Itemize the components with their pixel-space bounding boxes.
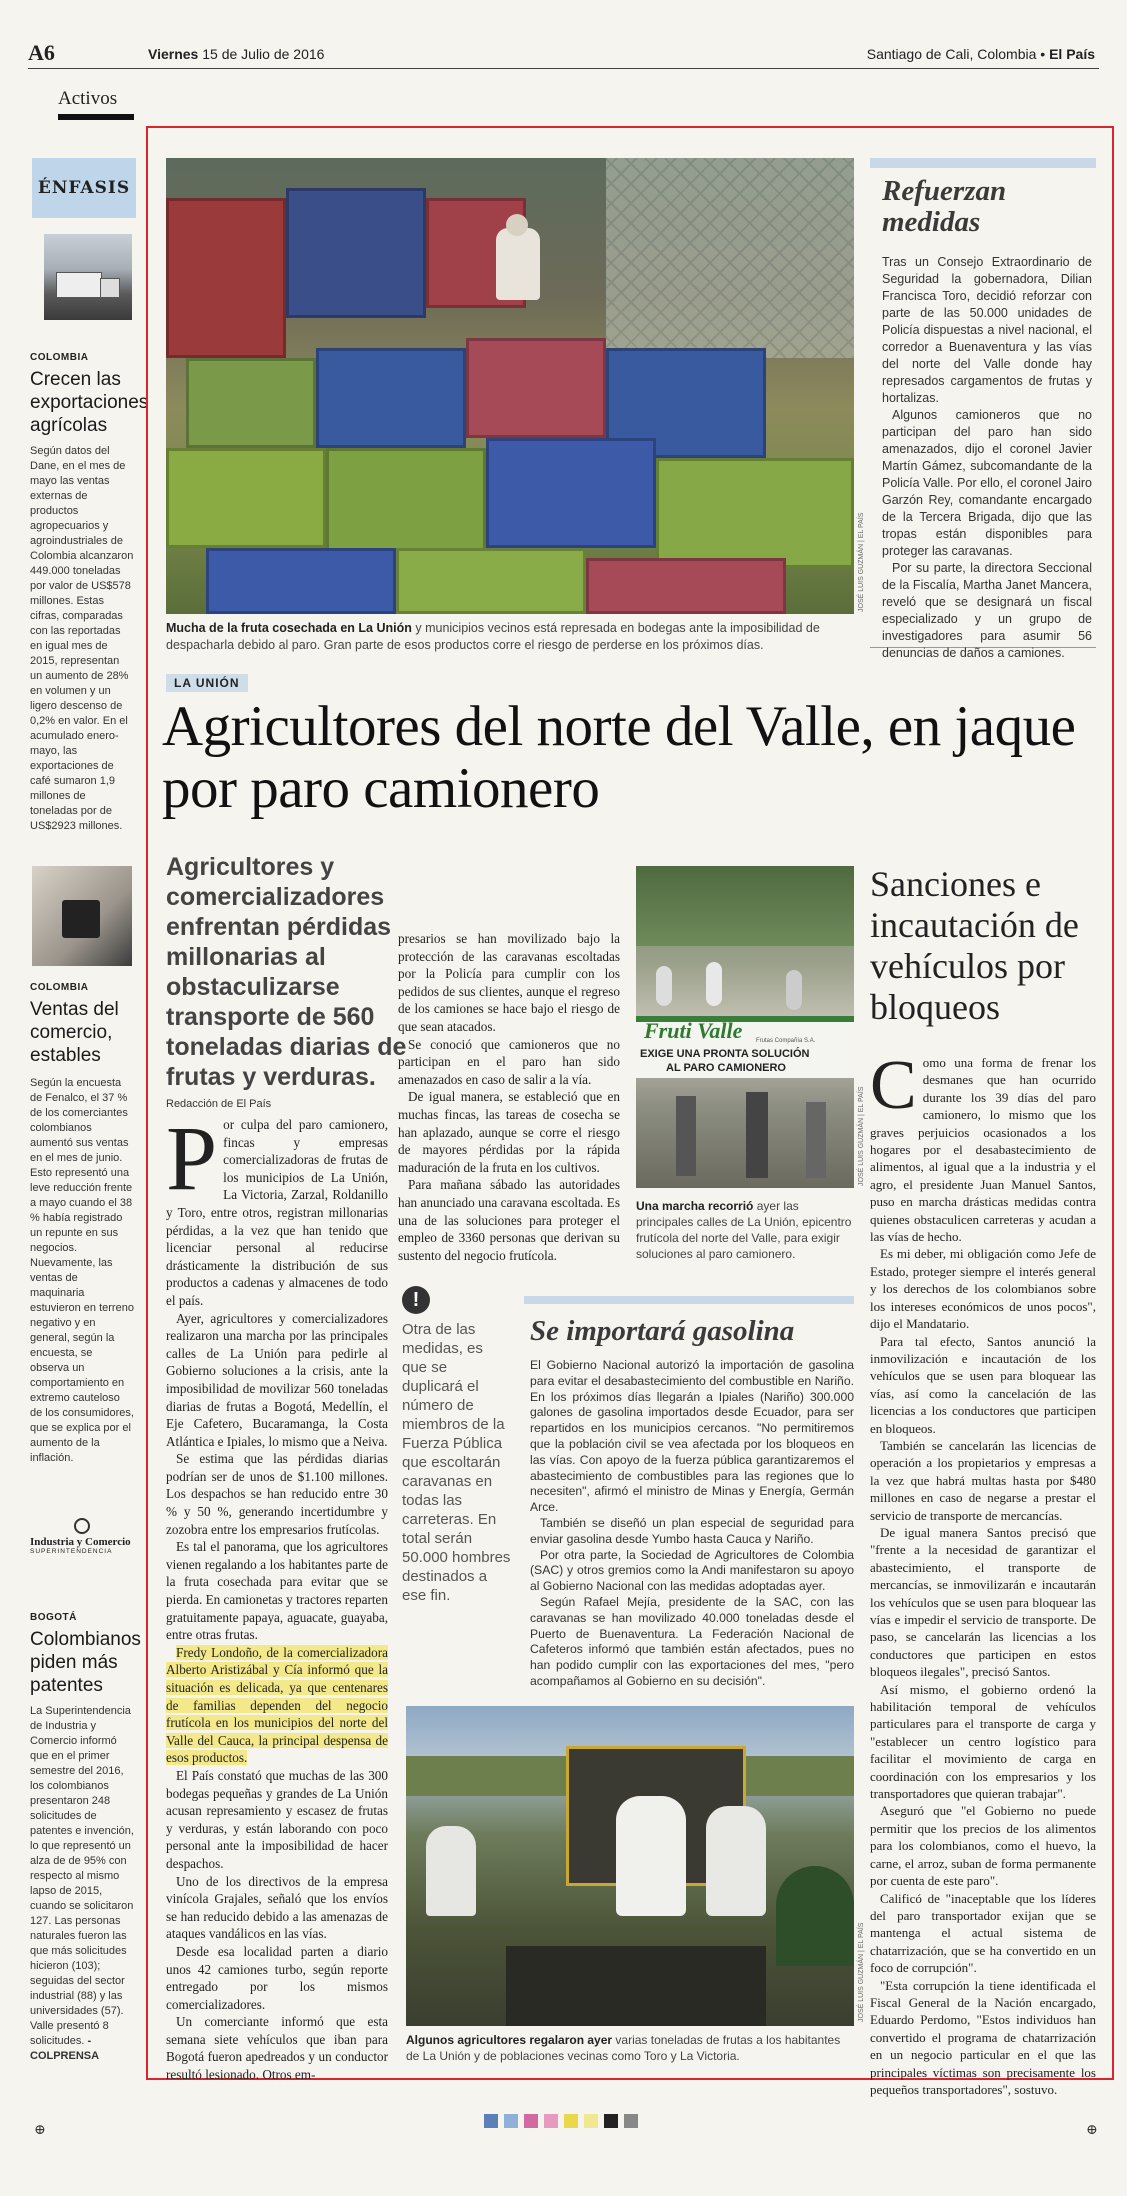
sanciones-column xyxy=(870,1047,1096,2098)
sidebar-body-1: Según datos del Dane, en el mes de mayo las ventas externas de productos agropecuarios y agroindustriales de Colombia alcanzaron 449.000 toneladas por valor de US$578 millones. Estas cifras, comparadas con las reportadas en igual mes de 2015, representan un aumento de 28% en volumen y un ligero descenso de 0,2% en valor. En el acumulado enero-mayo, las exportaciones de café sumaron 1,9 millones de toneladas por de US$2923 millones. xyxy=(30,445,134,832)
sanciones-p3: Para tal efecto, Santos anunció la inmovilización e incautación de los vehículos que se usen para bloquear las vías, así como la cancelación de las licencias a los conductores que participen en bloqueos. xyxy=(870,1333,1096,1436)
banner-text-2: AL PARO CAMIONERO xyxy=(666,1062,786,1074)
sic-logo-line1: Industria y Comercio xyxy=(30,1536,131,1548)
photo-top-caption xyxy=(166,620,854,654)
photo-farm-caption xyxy=(406,2032,854,2064)
col1-p3: Se estima que las pérdidas diarias podrían ser de unos de $1.100 millones. Los despachos se han reducido entre 30 % y 50 %, generando incertidumbre y zozobra entre los empresarios frutícolas. xyxy=(166,1451,388,1537)
sidebar-tag-1: COLOMBIA xyxy=(30,352,89,363)
photo-fruit-crates xyxy=(166,158,854,614)
sic-logo xyxy=(30,1518,140,1555)
byline: Redacción de El País xyxy=(166,1098,272,1110)
sidebar-photo-card xyxy=(32,866,132,966)
article-column-1 xyxy=(166,1107,388,2084)
sidebar-photo-truck xyxy=(44,234,132,320)
march-banner xyxy=(636,1016,854,1078)
col1-p6: El País constató que muchas de las 300 bodegas pequeñas y grandes de La Unión acusan represamiento y escasez de frutas y verduras, y están laborando con poco personal ante la imposibilidad de hacer despachos. xyxy=(166,1767,388,1871)
sanciones-p6: Así mismo, el gobierno ordenó la habilitación temporal de vehículos particulares para el transporte de carga y "establecer un centro logístico para facilitar el movimiento de carga en coordinación con los empresarios y los transportadores que quieran trabajar". xyxy=(870,1681,1096,1802)
sanciones-p8: Calificó de "inaceptable que los líderes del paro transportador exijan que se mantenga el actual sistema de chatarrización, que se ha convertido en un foco de corrupción". xyxy=(870,1890,1096,1976)
color-swatch xyxy=(544,2114,558,2128)
photo-march-caption xyxy=(636,1198,854,1262)
photo-farm-caption-text: varias toneladas de frutas a los habitantes de La Unión y de poblaciones vecinas como Toro y La Victoria. xyxy=(406,2033,841,2063)
col1-p5 xyxy=(166,1644,388,1767)
col1-p1: or culpa del paro camionero, fincas y empresas comercializadoras de frutas de los municipios de La Unión, La Victoria, Zarzal, Roldanillo y Toro, entre otros, registran millonarias pérdidas, a la vez que han tenido que licenciar personal al reducirse drásticamente la distribución de sus productos a cadenas y almacenes de todo el país. xyxy=(166,1117,388,1308)
refuerzan-title: Refuerzan medidas xyxy=(882,175,1007,238)
sanciones-title: Sanciones e incautación de vehículos por bloqueos xyxy=(870,864,1079,1027)
sidebar-body-3 xyxy=(30,1704,134,2064)
sanciones-p5: De igual manera Santos precisó que "frente a la necesidad de garantizar el abastecimiento, el transporte de mercancías, se inmovilizarán e incautarán los vehículos que se usen para bloquear las vías e impedir el servicio de transporte. De paso, se cancelarán las licencias a los conductores que participen en estos bloqueos ilegales", precisó Santos. xyxy=(870,1524,1096,1680)
photo-farmers xyxy=(406,1706,854,2026)
color-swatch xyxy=(584,2114,598,2128)
sidebar-tag-3: BOGOTÁ xyxy=(30,1612,77,1623)
sidebar-body-3-text: La Superintendencia de Industria y Comercio informó que en el primer semestre del 2016, los colombianos presentaron 248 solicitudes de patentes e invención, lo que representó un alza de de 95% con respecto al mismo lapso de 2015, cuando se solicitaron 127. Las personas naturales fueron las que más solicitudes hicieron (103); seguidas del sector industrial (88) y las universidades (57). Valle presentó 8 solicitudes. xyxy=(30,1705,134,2047)
sanciones-dropcap: C xyxy=(870,1047,917,1124)
sidebar-tag-2: COLOMBIA xyxy=(30,982,89,993)
col1-p4: Es tal el panorama, que los agricultores vienen regalando a los habitantes parte de la fruta cosechada para evitar que se pierda. En camionetas y tractores reparten gratuitamente papaya, aguacate, guayaba, entre otras frutas. xyxy=(166,1539,388,1643)
col1-highlight: Fredy Londoño, de la comercializadora Alberto Aristizábal y Cía informó que la situación es delicada, ya que centenares de familias dependen del negocio frutícola en los municipios del norte del Valle del Cauca, la principal despensa de esos productos. xyxy=(166,1644,388,1766)
sanciones-p7: Aseguró que "el Gobierno no puede permitir que los precios de los alimentos para los colombianos, como el huevo, la carne, el arroz, suban de forma permanente por cuenta de este paro". xyxy=(870,1803,1096,1889)
photo-march xyxy=(636,866,854,1188)
col2-p4: Para mañana sábado las autoridades han anunciado una caravana escoltada. Es una de las soluciones para proteger el empleo de 3360 personas que derivan su sustento del negocio frutícola. xyxy=(398,1177,620,1263)
gasolina-body xyxy=(524,1358,854,1690)
article-column-2 xyxy=(398,930,620,1264)
sidebar-credit: -COLPRENSA xyxy=(30,2035,100,2062)
photo-farm-caption-bold: Algunos agricultores regalaron ayer xyxy=(406,2033,613,2047)
col1-p9: Un comerciante informó que esta semana siete vehículos que iban para Bogotá fueron apedreados y un conductor resultó lesionado. Otros em- xyxy=(166,2014,388,2083)
header-city: Santiago de Cali, Colombia xyxy=(866,46,1037,62)
gasolina-p3: Por otra parte, la Sociedad de Agricultores de Colombia (SAC) y otros gremios como la Andi manifestaron su apoyo al Gobierno Nacional con las medidas adoptadas ayer. xyxy=(530,1547,854,1594)
sidebar-title-3: Colombianos piden más patentes xyxy=(30,1629,141,1696)
color-swatch xyxy=(624,2114,638,2128)
sanciones-p4: También se cancelarán las licencias de operación a los propietarios y empresas a la vez que habrá multas hasta por $480 millones en caso de negarse a prestar el servicio de transporte de mercancías. xyxy=(870,1437,1096,1523)
photo-farm-credit: JOSÉ LUIS GUZMÁN | EL PAÍS xyxy=(858,1922,865,2022)
gasolina-p4: Según Rafael Mejía, presidente de la SAC, con las caravanas se han movilizado 40.000 toneladas desde el Puerto de Buenaventura. La Federación Nacional de Cafeteros informó que también están afectados, pues no han podido cumplir con las exportaciones del mes, "pero acompañamos al Gobierno en su decisión". xyxy=(530,1594,854,1688)
header-divider xyxy=(28,68,1099,69)
col2-p3: De igual manera, se estableció que en muchas fincas, las tareas de cosecha se han aplazado, aunque se corre el riesgo de mayores pérdidas por la rápida maduración de la fruta en los cultivos. xyxy=(398,1089,620,1175)
header-date-text: 15 de Julio de 2016 xyxy=(202,46,325,62)
header-date xyxy=(148,46,324,62)
refuerzan-box xyxy=(870,158,1096,660)
col1-p7: Uno de los directivos de la empresa vinícola Grajales, señaló que los envíos se han reducido debido a las amenazas de ataques vandálicos en las vías. xyxy=(166,1873,388,1942)
color-swatch xyxy=(484,2114,498,2128)
col2-p1: presarios se han movilizado bajo la protección de las caravanas escoltadas por la Policía para cumplir con los pedidos de sus clientes, aunque el regreso de los camiones se hace bajo el riesgo de que sean atacados. xyxy=(398,931,620,1034)
banner-sub: Frutas Compañía S.A. xyxy=(756,1038,816,1044)
section-tag: Activos xyxy=(58,88,118,109)
headline: Agricultores del norte del Valle, en jaque por paro camionero xyxy=(162,695,1076,820)
col1-p8: Desde esa localidad parten a diario unos 42 camiones turbo, según reporte entregado por los mismos comercializadores. xyxy=(166,1943,388,2012)
gasolina-box xyxy=(524,1296,854,1690)
color-swatch xyxy=(504,2114,518,2128)
color-swatch xyxy=(564,2114,578,2128)
refuerzan-p1: Tras un Consejo Extraordinario de Seguridad la gobernadora, Dilian Francisca Toro, decidió reforzar con parte de las 50.000 unidades de Policía dispuestas a nivel nacional, el corredor a Buenaventura y las vías del norte del Valle donde hay represados cargamentos de frutas y hortalizas. xyxy=(882,255,1092,405)
photo-top-caption-text: y municipios vecinos está represada en bodegas ante la imposibilidad de despacharla debido al paro. Gran parte de esos productos corre el riesgo de perderse en los próximos días. xyxy=(166,621,820,652)
deck: Agricultores y comercializadores enfrentan pérdidas millonarias al obstaculizarse transporte de 560 toneladas diarias de frutas y verduras. xyxy=(166,853,407,1091)
page-number: A6 xyxy=(28,40,55,65)
kicker: LA UNIÓN xyxy=(166,674,248,692)
registration-mark-right: ⊕ xyxy=(1086,2122,1098,2138)
gasolina-title: Se importará gasolina xyxy=(530,1315,795,1347)
col2-p2: Se conoció que camioneros que no participan en el paro han sido amenazados en caso de salir a la vía. xyxy=(398,1036,620,1087)
pull-quote: Otra de las medidas, es que se duplicará el número de miembros de la Fuerza Pública que escoltarán caravanas en todas las carreteras. En total serán 50.000 hombres destinados a ese fin. xyxy=(402,1321,511,1604)
sidebar-title-2: Ventas del comercio, estables xyxy=(30,999,119,1066)
refuerzan-body xyxy=(870,254,1096,662)
sanciones-p1: omo una forma de frenar los desmanes que han ocurrido durante los 39 días del paro camionero, lo mismo que los graves perjuicios ocasionados a los hogares por el desabastecimiento de alimentos, al igual que a la industria y el agro, el presidente Juan Manuel Santos, puso en marcha drásticas medidas contra quienes obstaculicen carreteras y acudan a las vías de hecho. xyxy=(870,1055,1096,1245)
sanciones-p9: "Esta corrupción la tiene identificada el Fiscal General de la Nación encargado, Eduardo Perdomo, "Estos individuos han convertido el programa de chatarrización en un negocio particular en el que las principales víctimas son precisamente los pequeños transportadores", sostuvo. xyxy=(870,1977,1096,2097)
registration-mark-left: ⊕ xyxy=(34,2122,46,2138)
photo-top-credit: JOSÉ LUIS GUZMÁN | EL PAÍS xyxy=(858,512,865,612)
header-day: Viernes xyxy=(148,46,199,62)
color-swatch xyxy=(524,2114,538,2128)
sidebar-body-2: Según la encuesta de Fenalco, el 37 % de los comerciantes colombianos aumentó sus ventas en el mes de junio. Esto representó una leve reducción frente a mayo cuando el 38 % había registrado un repunte en sus negocios. Nuevamente, las ventas de maquinaria estuvieron en terreno negativo y en general, según la encuesta, se observa un comportamiento en extremo cauteloso de los consumidores, que se explica por el aumento de la inflación. xyxy=(30,1077,134,1464)
sic-logo-line2: SUPERINTENDENCIA xyxy=(30,1548,113,1555)
photo-march-credit: JOSÉ LUIS GUZMÁN | EL PAÍS xyxy=(858,1086,865,1186)
sanciones-p2: Es mi deber, mi obligación como Jefe de Estado, proteger siempre el interés general y los derechos de los colombianos sobre los intereses económicos de unos pocos", dijo el Mandatario. xyxy=(870,1246,1096,1332)
refuerzan-p2: Algunos camioneros que no participan del paro han sido amenazados, dijo el coronel Javier Martín Gámez, subcomandante de la Policía Valle. Por ello, el coronel Jairo Garzón Rey, comandante encargado de la Tercera Brigada, dijo que las tropas están disponibles para proteger las caravanas. xyxy=(882,408,1092,558)
photo-top-caption-bold: Mucha de la fruta cosechada en La Unión xyxy=(166,621,412,635)
header-brand: El País xyxy=(1049,46,1095,62)
header-location: Santiago de Cali, Colombia • El País xyxy=(866,46,1095,62)
section-bar xyxy=(58,114,134,120)
gasolina-p1: El Gobierno Nacional autorizó la importación de gasolina para evitar el desabastecimiento del combustible en Nariño. En los próximos días llegarán a Ipiales (Nariño) 300.000 galones de gasolina importados desde Ecuador, para ser repartidos en los municipios cercanos. "No permitiremos que la población civil se vea afectada por los bloqueos en las vías. Con apoyo de la fuerza pública garantizaremos el abastecimiento de combustibles para las regiones que lo necesiten", afirmó el ministro de Minas y Energía, Germán Arce. xyxy=(530,1358,854,1515)
sidebar-label: ÉNFASIS xyxy=(32,158,136,218)
photo-march-caption-bold: Una marcha recorrió xyxy=(636,1199,754,1213)
sidebar-title-1: Crecen las exportaciones agrícolas xyxy=(30,369,149,436)
sic-logo-icon xyxy=(74,1518,90,1534)
photo-march-caption-text: ayer las principales calles de La Unión, epicentro frutícola del norte del Valle, para exigir soluciones al paro camionero. xyxy=(636,1199,852,1261)
color-swatch xyxy=(604,2114,618,2128)
banner-text-1: EXIGE UNA PRONTA SOLUCIÓN xyxy=(640,1048,810,1060)
exclamation-icon: ! xyxy=(402,1286,430,1314)
banner-brand: Fruti Valle xyxy=(644,1018,743,1043)
gasolina-p2: También se diseñó un plan especial de seguridad para enviar gasolina desde Yumbo hasta Cauca y Nariño. xyxy=(530,1515,854,1546)
col1-p2: Ayer, agricultores y comercializadores realizaron una marcha por las principales calles de La Unión para pedirle al Gobierno soluciones a la crisis, ante la imposibilidad de movilizar 560 toneladas diarias de frutas a Bogotá, Medellín, el Eje Cafetero, Bucaramanga, la Costa Atlántica e Ipiales, lo mismo que a Neiva. xyxy=(166,1310,388,1449)
dropcap: P xyxy=(166,1107,218,1209)
refuerzan-p3: Por su parte, la directora Seccional de la Fiscalía, Martha Janet Mancera, reveló que se designará un fiscal especializado y un grupo de investigadores para asumir 56 denuncias de daños a camiones. xyxy=(882,561,1092,660)
